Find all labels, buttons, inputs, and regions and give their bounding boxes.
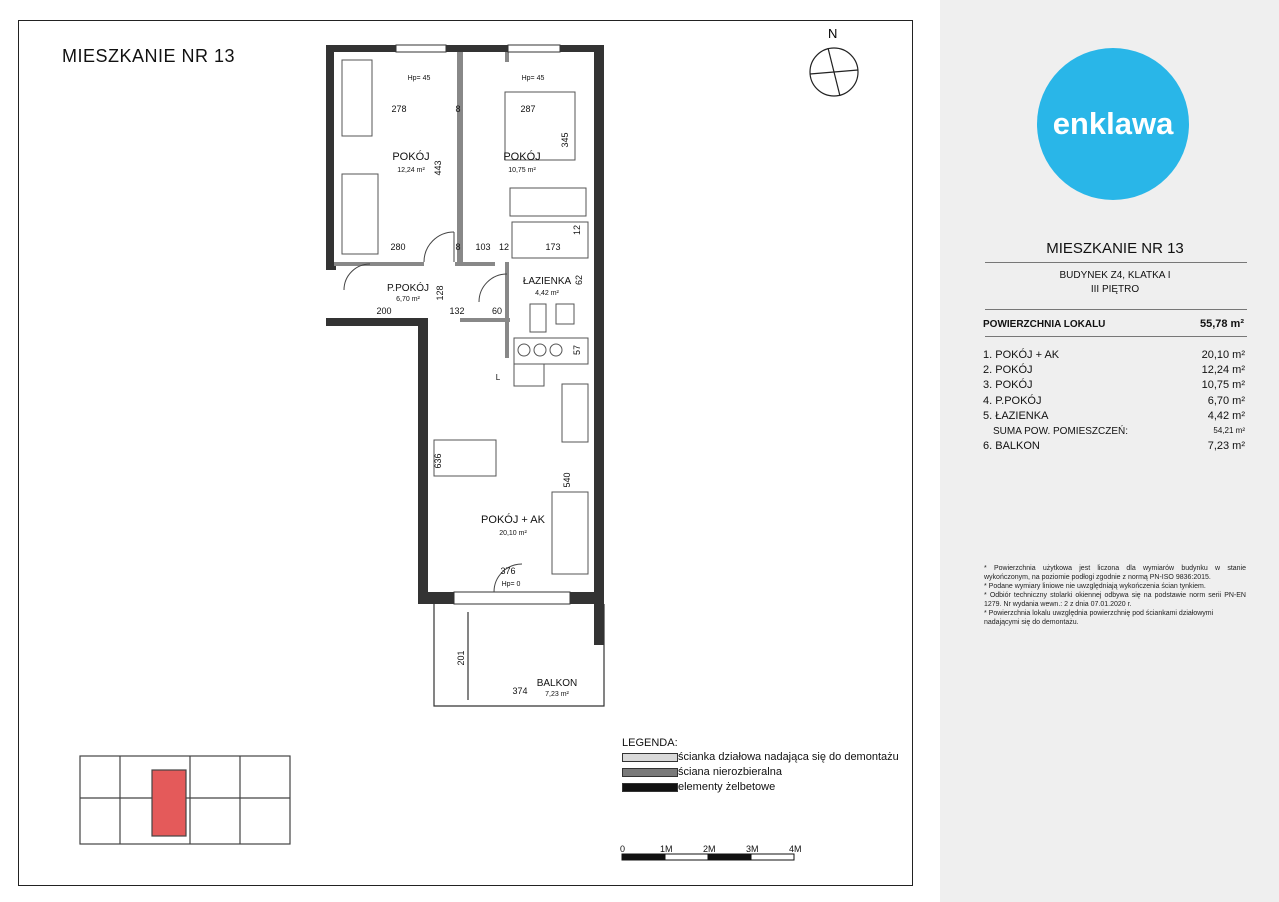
room-area-value: 12,24 m² bbox=[1201, 364, 1245, 376]
room-area-name: 3. POKÓJ bbox=[983, 379, 1033, 391]
dimension: 128 bbox=[435, 285, 445, 301]
dimension: 200 bbox=[376, 306, 392, 316]
legend-label: ściana nierozbieralna bbox=[678, 766, 782, 778]
footnotes bbox=[984, 564, 1246, 627]
divider bbox=[985, 309, 1247, 310]
room-area-name: 2. POKÓJ bbox=[983, 364, 1033, 376]
room-area-value: 20,10 m² bbox=[1201, 349, 1245, 361]
room-area: 20,10 m² bbox=[499, 530, 527, 537]
footnote: * Powierzchnia lokalu uwzględnia powierzchnię pod ściankami działowymi nadającymi się do demontażu. bbox=[984, 610, 1214, 626]
room-label: POKÓJ bbox=[503, 151, 541, 163]
balcony-area-row bbox=[983, 440, 1245, 454]
dimension: 12 bbox=[572, 224, 582, 236]
sum-area-label: SUMA POW. POMIESZCZEŃ: bbox=[993, 426, 1129, 437]
total-area-value: 55,78 m² bbox=[1199, 318, 1244, 330]
divider bbox=[985, 336, 1247, 337]
footnote: * Podane wymiary liniowe nie uwzględniają wykończenia ścian tynkiem. bbox=[984, 583, 1206, 590]
scale-label: 4M bbox=[789, 844, 802, 854]
partition-walls bbox=[334, 52, 510, 358]
room-area-value: 6,70 m² bbox=[1207, 395, 1245, 407]
room-area-row bbox=[983, 349, 1245, 363]
divider bbox=[985, 262, 1247, 263]
legend-label: elementy żelbetowe bbox=[678, 781, 776, 793]
dimension: 8 bbox=[455, 242, 461, 252]
room-area-name: 1. POKÓJ + AK bbox=[983, 349, 1060, 361]
dimension: 62 bbox=[574, 274, 584, 286]
legend-swatch bbox=[622, 783, 678, 792]
legend-swatch bbox=[622, 768, 678, 777]
scale-label: 0 bbox=[620, 844, 626, 854]
dimension: 12 bbox=[498, 242, 510, 252]
room-label: ŁAZIENKA bbox=[522, 276, 572, 287]
dimension: 60 bbox=[491, 306, 503, 316]
room-area-row bbox=[983, 395, 1245, 409]
room-area-row bbox=[983, 410, 1245, 424]
enklawa-logo bbox=[1037, 48, 1189, 200]
room-area: 10,75 m² bbox=[508, 167, 536, 174]
room-label: POKÓJ bbox=[392, 151, 430, 163]
dimension: 278 bbox=[391, 104, 407, 114]
dimension: 636 bbox=[433, 453, 443, 469]
room-area: 7,23 m² bbox=[545, 691, 569, 698]
room-label: POKÓJ + AK bbox=[481, 514, 545, 526]
room-labels bbox=[387, 150, 577, 698]
scale-label: 1M bbox=[660, 844, 673, 854]
room-area-name: 4. P.POKÓJ bbox=[983, 395, 1042, 407]
dimension: 287 bbox=[520, 104, 536, 114]
dimension: 374 bbox=[512, 686, 528, 696]
dimension: 443 bbox=[433, 160, 443, 176]
room-area: 12,24 m² bbox=[397, 167, 425, 174]
room-area: 4,42 m² bbox=[535, 290, 559, 297]
total-area-label: POWIERZCHNIA LOKALU bbox=[983, 319, 1106, 330]
dimension: 103 bbox=[475, 242, 491, 252]
dimension: 201 bbox=[456, 650, 466, 666]
sum-area-value: 54,21 m² bbox=[1213, 426, 1245, 435]
dimension: 173 bbox=[545, 242, 561, 252]
window-height: Hp= 45 bbox=[521, 75, 545, 82]
dimension: 345 bbox=[560, 132, 570, 148]
balcony-area-value: 7,23 m² bbox=[1207, 440, 1245, 452]
room-area-value: 10,75 m² bbox=[1201, 379, 1245, 391]
room-area: 6,70 m² bbox=[396, 296, 420, 303]
legend-title: LEGENDA: bbox=[622, 737, 678, 749]
window-height: Hp= 0 bbox=[501, 581, 521, 588]
dimension: 8 bbox=[455, 104, 461, 114]
room-label: P.POKÓJ bbox=[386, 283, 430, 294]
compass-icon bbox=[810, 26, 858, 96]
balcony-area-name: 6. BALKON bbox=[983, 440, 1040, 452]
door-swings bbox=[344, 232, 522, 592]
plan-title: MIESZKANIE NR 13 bbox=[62, 46, 236, 66]
room-area-value: 4,42 m² bbox=[1207, 410, 1245, 422]
footnote: * Powierzchnia użytkowa jest liczona dla wymiarów budynku w stanie wykończonym, na poziomie podłogi zgodnie z normą PN-ISO 9836:2015. bbox=[984, 565, 1246, 581]
dimension: 57 bbox=[572, 344, 582, 356]
floor-info: III PIĘTRO bbox=[1090, 284, 1140, 295]
dimension: 376 bbox=[500, 566, 516, 576]
logo-text: enklawa bbox=[1052, 106, 1174, 141]
dimension: 132 bbox=[449, 306, 465, 316]
legend-swatch bbox=[622, 753, 678, 762]
sum-area-row bbox=[983, 426, 1245, 440]
window-height: Hp= 45 bbox=[407, 75, 431, 82]
room-area-row bbox=[983, 379, 1245, 393]
scale-bar bbox=[622, 854, 794, 860]
dimension: 540 bbox=[562, 472, 572, 488]
room-area-row bbox=[983, 364, 1245, 378]
scale-label: 2M bbox=[703, 844, 716, 854]
building-info: BUDYNEK Z4, KLATKA I bbox=[1059, 270, 1171, 281]
room-area-name: 5. ŁAZIENKA bbox=[983, 410, 1049, 422]
footnote: * Odbiór techniczny stolarki okiennej odbywa się na podstawie norm serii PN-EN 1279. Nr wydania wewn.: 2 z dnia 07.01.2020 r. bbox=[984, 592, 1246, 608]
scale-label: 3M bbox=[746, 844, 759, 854]
dimension-labels bbox=[376, 104, 584, 696]
sidebar-title: MIESZKANIE NR 13 bbox=[1046, 240, 1184, 257]
dimension: 280 bbox=[390, 242, 406, 252]
legend-label: ścianka działowa nadająca się do demontażu bbox=[678, 751, 899, 763]
room-label: BALKON bbox=[536, 678, 578, 689]
building-key-plan bbox=[80, 756, 290, 844]
kitchen-label: L bbox=[495, 373, 501, 382]
furniture bbox=[342, 60, 588, 574]
compass-north-label: N bbox=[828, 26, 838, 41]
